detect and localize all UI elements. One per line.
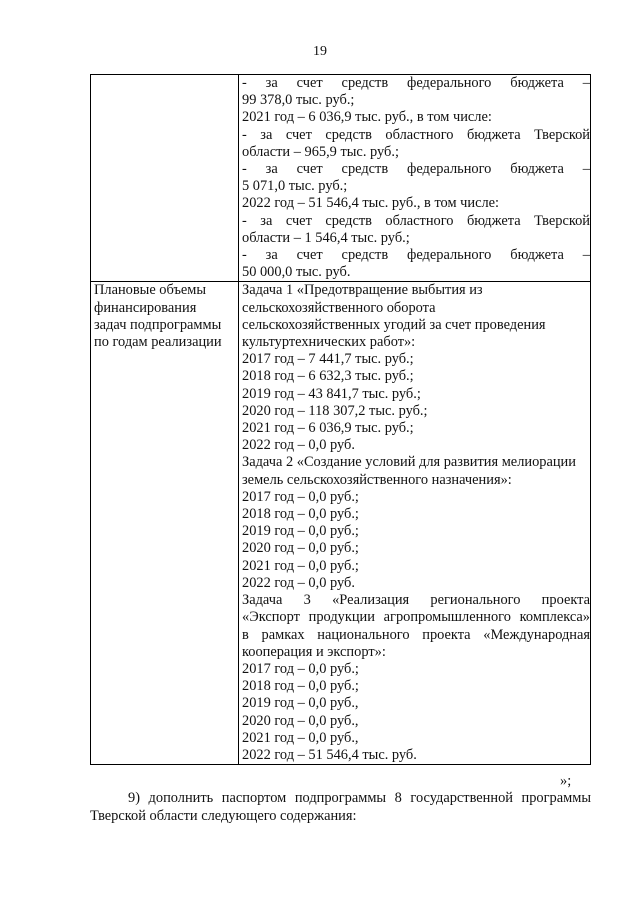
label-line: задач подпрограммы	[94, 316, 222, 333]
body-paragraph-line: Тверской области следующего содержания:	[90, 808, 357, 824]
text-line: 2022 год – 51 546,4 тыс. руб., в том числе:	[242, 195, 500, 212]
year-amount: 2021 год – 0,0 руб.,	[242, 729, 359, 746]
page-number: 19	[313, 44, 327, 59]
year-amount: 2019 год – 0,0 руб.,	[242, 695, 359, 712]
year-amount: 2017 год – 0,0 руб.;	[242, 660, 359, 677]
text-line: области – 965,9 тыс. руб.;	[242, 143, 399, 160]
text-line: - за счет средств областного бюджета Тверской	[242, 212, 590, 229]
task-heading: Задача 2 «Создание условий для развития мелиорации	[242, 454, 576, 471]
task-heading: сельскохозяйственных угодий за счет проведения	[242, 316, 546, 333]
text-line: 99 378,0 тыс. руб.;	[242, 92, 355, 109]
value-cell	[239, 75, 591, 282]
table-row	[91, 282, 591, 765]
task-heading: Задача 1 «Предотвращение выбытия из	[242, 282, 483, 299]
year-amount: 2020 год – 0,0 руб.;	[242, 540, 359, 557]
year-amount: 2022 год – 0,0 руб.	[242, 437, 355, 454]
body-paragraph-line: 9) дополнить паспортом подпрограммы 8 государственной программы	[128, 790, 591, 806]
task-heading: сельскохозяйственного оборота	[242, 299, 436, 316]
task-heading: в рамках национального проекта «Международная	[242, 626, 590, 643]
task-heading: земель сельскохозяйственного назначения»:	[242, 471, 512, 488]
closing-quote-mark: »;	[560, 773, 572, 789]
task-heading: кооперация и экспорт»:	[242, 643, 386, 660]
year-amount: 2018 год – 6 632,3 тыс. руб.;	[242, 368, 414, 385]
label-cell-empty	[91, 75, 239, 282]
label-line: финансирования	[94, 299, 197, 316]
year-amount: 2022 год – 51 546,4 тыс. руб.	[242, 746, 417, 763]
table-row	[91, 75, 591, 282]
task-heading: «Экспорт продукции агропромышленного комплекса»	[242, 609, 590, 626]
year-amount: 2020 год – 0,0 руб.,	[242, 712, 359, 729]
subprogram-passport-table	[90, 74, 591, 765]
year-amount: 2019 год – 43 841,7 тыс. руб.;	[242, 385, 421, 402]
text-line: 5 071,0 тыс. руб.;	[242, 178, 348, 195]
text-line: - за счет средств федерального бюджета –	[242, 161, 590, 178]
text-line: 2021 год – 6 036,9 тыс. руб., в том числе:	[242, 109, 492, 126]
year-amount: 2020 год – 118 307,2 тыс. руб.;	[242, 402, 428, 419]
task-heading: Задача 3 «Реализация регионального проекта	[242, 592, 590, 609]
label-line: Плановые объемы	[94, 282, 207, 299]
label-line: по годам реализации	[94, 334, 222, 351]
text-line: области – 1 546,4 тыс. руб.;	[242, 229, 410, 246]
year-amount: 2018 год – 0,0 руб.;	[242, 678, 359, 695]
year-amount: 2017 год – 7 441,7 тыс. руб.;	[242, 351, 414, 368]
label-cell	[91, 282, 239, 765]
year-amount: 2017 год – 0,0 руб.;	[242, 488, 359, 505]
value-cell	[239, 282, 591, 765]
year-amount: 2022 год – 0,0 руб.	[242, 574, 355, 591]
year-amount: 2018 год – 0,0 руб.;	[242, 506, 359, 523]
text-line: - за счет средств федерального бюджета –	[242, 75, 590, 91]
text-line: - за счет средств федерального бюджета –	[242, 247, 590, 264]
year-amount: 2021 год – 6 036,9 тыс. руб.;	[242, 420, 414, 437]
text-line: 50 000,0 тыс. руб.	[242, 264, 351, 281]
text-line: - за счет средств областного бюджета Тверской	[242, 126, 590, 143]
year-amount: 2019 год – 0,0 руб.;	[242, 523, 359, 540]
year-amount: 2021 год – 0,0 руб.;	[242, 557, 359, 574]
task-heading: культуртехнических работ»:	[242, 334, 416, 351]
